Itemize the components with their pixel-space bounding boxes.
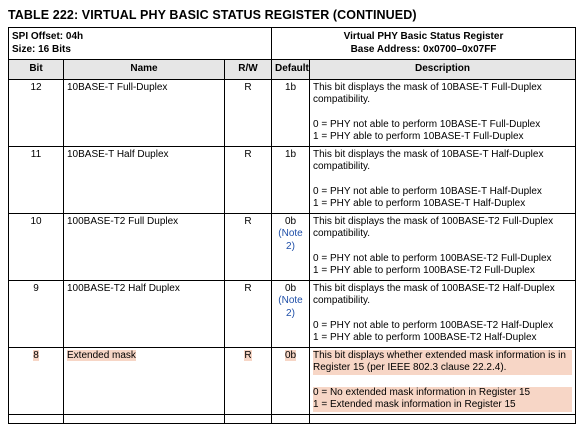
note-link[interactable]: (Note 2) bbox=[278, 295, 303, 319]
description-text: This bit displays the mask of 10BASE-T Full-Duplex compatibility. bbox=[313, 81, 542, 105]
default-cell bbox=[272, 213, 310, 280]
note-link[interactable]: (Note 2) bbox=[278, 228, 303, 252]
col-rw: R/W bbox=[225, 60, 272, 80]
register-table bbox=[8, 27, 576, 424]
bit-cell bbox=[9, 347, 64, 414]
name-cell: 100BASE-T2 Half Duplex bbox=[64, 280, 225, 347]
register-info-left bbox=[9, 28, 272, 60]
column-header-row bbox=[9, 60, 576, 80]
description-text: This bit displays whether extended mask information is in Register 15 (per IEEE 802.3 clause 22.2.4). bbox=[313, 350, 572, 375]
table-row bbox=[9, 146, 576, 213]
name-cell: 100BASE-T2 Full Duplex bbox=[64, 213, 225, 280]
default-cell bbox=[272, 79, 310, 146]
rw-cell: R bbox=[225, 79, 272, 146]
default-cell bbox=[272, 146, 310, 213]
default-value: 0b bbox=[284, 215, 297, 227]
table-row bbox=[9, 213, 576, 280]
default-value: 1b bbox=[284, 148, 297, 160]
col-default: Default bbox=[272, 60, 310, 80]
description-option-0: 0 = No extended mask information in Register 15 bbox=[313, 387, 572, 400]
bit-cell: 12 bbox=[9, 79, 64, 146]
description-text: This bit displays the mask of 10BASE-T Half-Duplex compatibility. bbox=[313, 148, 544, 172]
table-row bbox=[9, 79, 576, 146]
default-value: 0b bbox=[284, 349, 297, 361]
col-description: Description bbox=[310, 60, 576, 80]
description-option-1: 1 = PHY able to perform 10BASE-T Half-Duplex bbox=[313, 198, 526, 209]
table-row-highlighted bbox=[9, 347, 576, 414]
default-cell bbox=[272, 280, 310, 347]
description-option-0: 0 = PHY not able to perform 100BASE-T2 Full-Duplex bbox=[313, 252, 552, 264]
description-cell bbox=[310, 347, 576, 414]
description-option-1: 1 = PHY able to perform 100BASE-T2 Half-Duplex bbox=[313, 332, 537, 343]
rw-cell: R bbox=[225, 280, 272, 347]
register-size: Size: 16 Bits bbox=[12, 43, 71, 55]
table-row bbox=[9, 280, 576, 347]
description-text: This bit displays the mask of 100BASE-T2 Full-Duplex compatibility. bbox=[313, 215, 554, 239]
bit-cell: 10 bbox=[9, 213, 64, 280]
bit-cell: 9 bbox=[9, 280, 64, 347]
default-value: 0b bbox=[284, 282, 297, 294]
name-cell: 10BASE-T Half Duplex bbox=[64, 146, 225, 213]
description-option-0: 0 = PHY not able to perform 10BASE-T Full-Duplex bbox=[313, 118, 541, 130]
register-name: Virtual PHY Basic Status Register bbox=[343, 31, 504, 42]
rw-cell: R bbox=[225, 213, 272, 280]
description-option-1: 1 = PHY able to perform 10BASE-T Full-Duplex bbox=[313, 131, 524, 142]
description-cell bbox=[310, 79, 576, 146]
name-cell: 10BASE-T Full-Duplex bbox=[64, 79, 225, 146]
register-header-row bbox=[9, 28, 576, 60]
description-option-0: 0 = PHY not able to perform 10BASE-T Half-Duplex bbox=[313, 185, 542, 197]
register-info-right bbox=[272, 28, 576, 60]
rw-cell: R bbox=[225, 146, 272, 213]
description-cell bbox=[310, 213, 576, 280]
description-text: This bit displays the mask of 100BASE-T2 Half-Duplex compatibility. bbox=[313, 282, 555, 306]
description-option-1: 1 = Extended mask information in Register 15 bbox=[313, 399, 572, 412]
bit-value: 8 bbox=[33, 349, 39, 361]
description-cell bbox=[310, 146, 576, 213]
rw-value: R bbox=[244, 349, 252, 361]
spi-offset: SPI Offset: 04h bbox=[12, 31, 84, 42]
description-option-0: 0 = PHY not able to perform 100BASE-T2 Half-Duplex bbox=[313, 319, 554, 331]
name-cell bbox=[64, 347, 225, 414]
table-title: TABLE 222: VIRTUAL PHY BASIC STATUS REGISTER (CONTINUED) bbox=[8, 8, 417, 22]
description-option-1: 1 = PHY able to perform 100BASE-T2 Full-Duplex bbox=[313, 265, 535, 276]
base-address: Base Address: 0x0700–0x07FF bbox=[350, 43, 497, 55]
name-value: Extended mask bbox=[67, 349, 136, 361]
default-value: 1b bbox=[284, 81, 297, 93]
default-cell bbox=[272, 347, 310, 414]
bit-cell: 11 bbox=[9, 146, 64, 213]
table-row-cut-off bbox=[9, 414, 576, 423]
col-name: Name bbox=[64, 60, 225, 80]
col-bit: Bit bbox=[9, 60, 64, 80]
rw-cell bbox=[225, 347, 272, 414]
description-cell bbox=[310, 280, 576, 347]
